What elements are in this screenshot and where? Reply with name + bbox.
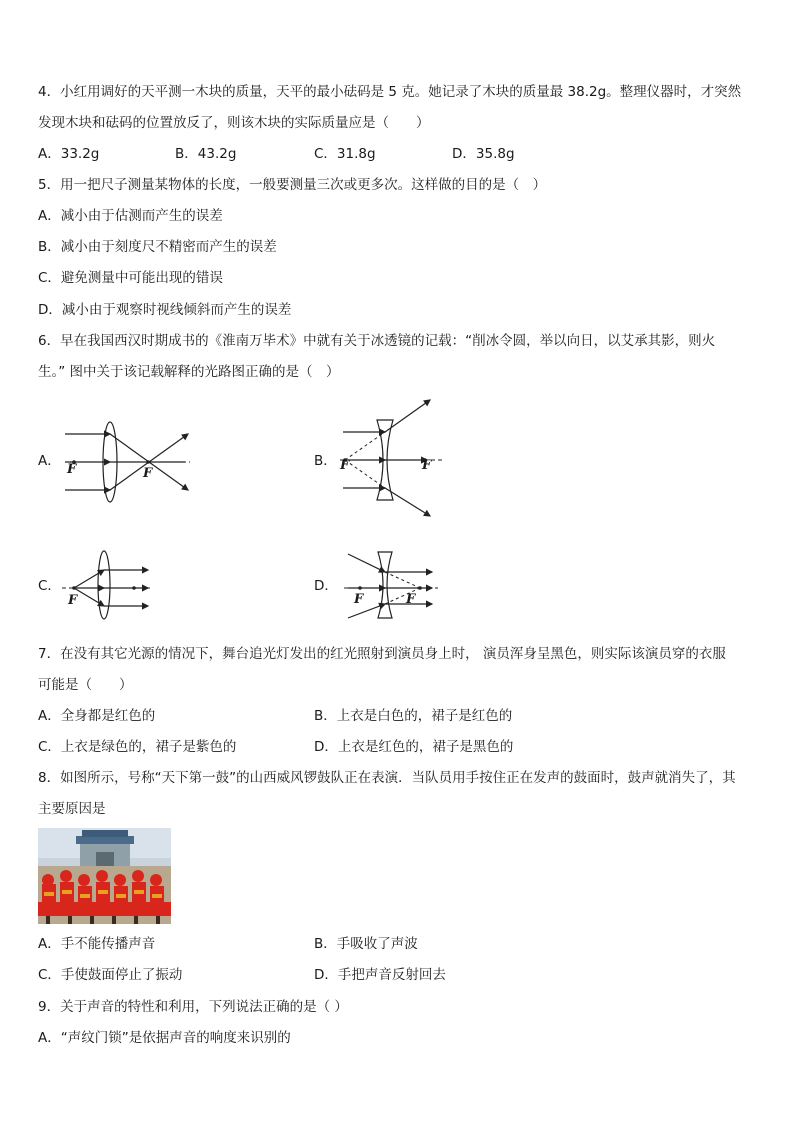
- q8-option-b: B．手吸收了声波: [314, 936, 418, 952]
- q6-c-focus-left: F: [68, 593, 78, 608]
- q6-diagram-d: [342, 548, 442, 622]
- q4-stem-line2: 发现木块和砝码的位置放反了，则该木块的实际质量应是（ ）: [38, 115, 430, 131]
- drum-performance-photo: [38, 828, 171, 924]
- q6-b-focus-left: F: [340, 458, 350, 473]
- q8-stem-line1: 8．如图所示，号称“天下第一鼓”的山西威风锣鼓队正在表演．当队员用手按住正在发声的鼓面时，鼓声就消失了，其: [38, 770, 736, 786]
- q4-option-a: A．33.2g: [38, 146, 100, 162]
- q5-option-d: D．减小由于观察时视线倾斜而产生的误差: [38, 302, 292, 318]
- q5-stem: 5．用一把尺子测量某物体的长度，一般要测量三次或更多次。这样做的目的是（ ）: [38, 177, 547, 193]
- q8-option-a: A．手不能传播声音: [38, 936, 156, 952]
- q6-label-a: A．: [38, 453, 61, 469]
- q7-option-b: B．上衣是白色的，裙子是红色的: [314, 708, 513, 724]
- q4-stem-line1: 4．小红用调好的天平测一木块的质量，天平的最小砝码是 5 克。她记录了木块的质量最 38.2g。整理仪器时，才突然: [38, 84, 742, 100]
- q6-b-focus-right: F: [422, 458, 432, 473]
- q6-label-d: D．: [314, 578, 338, 594]
- q6-diagram-a: [60, 418, 195, 506]
- q6-diagram-c: [60, 548, 155, 622]
- q7-option-d: D．上衣是红色的，裙子是黑色的: [314, 739, 514, 755]
- q6-d-focus-left: F: [354, 592, 364, 607]
- q6-d-focus-right: F: [406, 592, 416, 607]
- q8-option-c: C．手使鼓面停止了振动: [38, 967, 183, 983]
- q5-option-a: A．减小由于估测而产生的误差: [38, 208, 223, 224]
- q7-option-a: A．全身都是红色的: [38, 708, 156, 724]
- q7-stem-line2: 可能是（ ）: [38, 677, 133, 693]
- q6-diagram-b: [335, 396, 450, 520]
- q6-label-b: B．: [314, 453, 337, 469]
- q9-stem: 9．关于声音的特性和利用，下列说法正确的是（ ）: [38, 999, 348, 1015]
- q6-stem-line2: 生。” 图中关于该记载解释的光路图正确的是（ ）: [38, 364, 340, 380]
- q7-option-c: C．上衣是绿色的，裙子是紫色的: [38, 739, 237, 755]
- q6-a-focus-left: F: [67, 462, 77, 477]
- q6-stem-line1: 6．早在我国西汉时期成书的《淮南万毕术》中就有关于冰透镜的记载：“削冰令圆，举以向日，以艾承其影，则火: [38, 333, 716, 349]
- q4-option-d: D．35.8g: [452, 146, 515, 162]
- q6-label-c: C．: [38, 578, 61, 594]
- q4-option-b: B．43.2g: [175, 146, 237, 162]
- q8-stem-line2: 主要原因是: [38, 801, 106, 817]
- q9-option-a: A．“声纹门锁”是依据声音的响度来识别的: [38, 1030, 291, 1046]
- q7-stem-line1: 7．在没有其它光源的情况下，舞台追光灯发出的红光照射到演员身上时， 演员浑身呈黑色，则实际该演员穿的衣服: [38, 646, 726, 662]
- q5-option-c: C．避免测量中可能出现的错误: [38, 270, 223, 286]
- q6-a-focus-right: F: [143, 466, 153, 481]
- q5-option-b: B．减小由于刻度尺不精密而产生的误差: [38, 239, 277, 255]
- q4-option-c: C．31.8g: [314, 146, 376, 162]
- q8-option-d: D．手把声音反射回去: [314, 967, 446, 983]
